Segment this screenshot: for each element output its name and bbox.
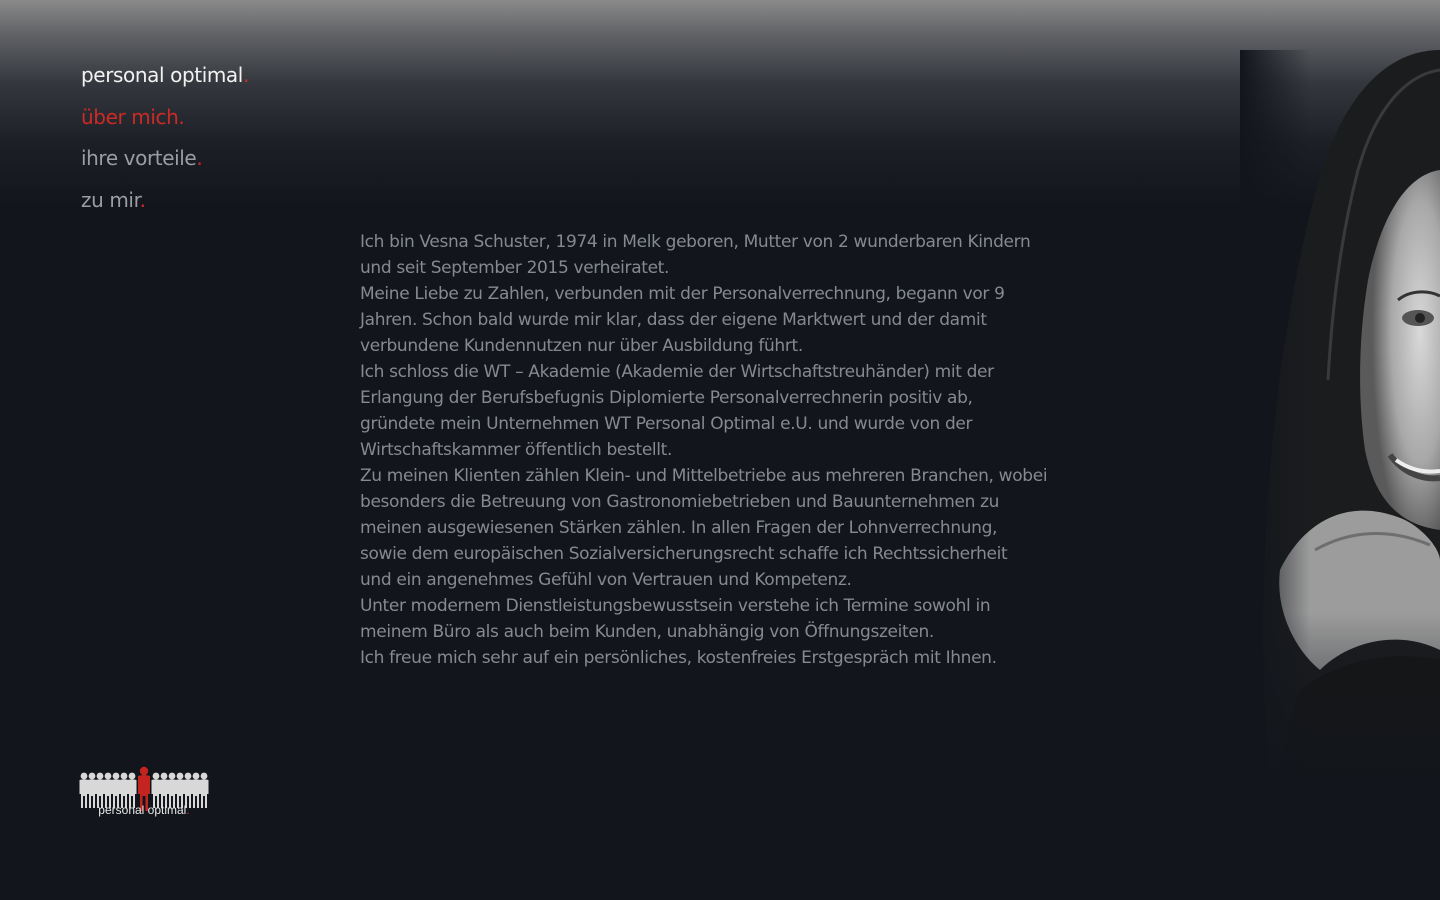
text-line: Meine Liebe zu Zahlen, verbunden mit der Personalverrechnung, begann vor 9 xyxy=(360,284,1005,304)
main-navigation xyxy=(81,55,249,221)
text-line: besonders die Betreuung von Gastronomiebetrieben und Bauunternehmen zu xyxy=(360,492,1000,512)
text-line: verbundene Kundennutzen nur über Ausbildung führt. xyxy=(360,336,803,356)
text-line: Zu meinen Klienten zählen Klein- und Mittelbetriebe aus mehreren Branchen, wobei xyxy=(360,466,1048,486)
nav-item-label: ihre vorteile xyxy=(81,146,197,170)
about-text xyxy=(360,229,1080,671)
text-line: Erlangung der Berufsbefugnis Diplomierte Personalverrechnerin positiv ab, xyxy=(360,388,973,408)
nav-accent-dot: . xyxy=(242,63,249,87)
text-line: Unter modernem Dienstleistungsbewusstsein verstehe ich Termine sowohl in xyxy=(360,596,991,616)
text-line: meinen ausgewiesenen Stärken zählen. In allen Fragen der Lohnverrechnung, xyxy=(360,518,998,538)
nav-accent-dot: . xyxy=(196,146,203,170)
text-line: meinem Büro als auch beim Kunden, unabhängig von Öffnungszeiten. xyxy=(360,622,934,642)
nav-item-personal-optimal[interactable] xyxy=(81,55,249,97)
nav-item-label: zu mir xyxy=(81,187,140,212)
nav-item-label: über mich xyxy=(81,104,179,129)
text-line: und ein angenehmes Gefühl von Vertrauen und Kompetenz. xyxy=(360,570,852,590)
text-line: und seit September 2015 verheiratet. xyxy=(360,258,670,278)
text-line: gründete mein Unternehmen WT Personal Optimal e.U. und wurde von der xyxy=(360,414,973,434)
text-line: Ich bin Vesna Schuster, 1974 in Melk geboren, Mutter von 2 wunderbaren Kindern xyxy=(360,232,1031,252)
text-line: Ich schloss die WT – Akademie (Akademie der Wirtschaftstreuhänder) mit der xyxy=(360,362,994,382)
nav-item-ueber-mich[interactable] xyxy=(81,97,249,139)
logo-text: personal optimal. xyxy=(98,803,190,817)
nav-item-label: personal optimal xyxy=(81,63,243,87)
nav-item-ihre-vorteile[interactable] xyxy=(81,138,249,180)
text-line: Ich freue mich sehr auf ein persönliches, kostenfreies Erstgespräch mit Ihnen. xyxy=(360,648,997,668)
text-line: Wirtschaftskammer öffentlich bestellt. xyxy=(360,440,673,460)
text-line: Jahren. Schon bald wurde mir klar, dass der eigene Marktwert und der damit xyxy=(360,310,987,330)
nav-accent-dot: . xyxy=(178,104,185,129)
nav-accent-dot: . xyxy=(139,187,146,212)
nav-item-zu-mir[interactable] xyxy=(81,180,249,222)
text-line: sowie dem europäischen Sozialversicherungsrecht schaffe ich Rechtssicherheit xyxy=(360,544,1008,564)
portrait-image xyxy=(1240,50,1440,800)
